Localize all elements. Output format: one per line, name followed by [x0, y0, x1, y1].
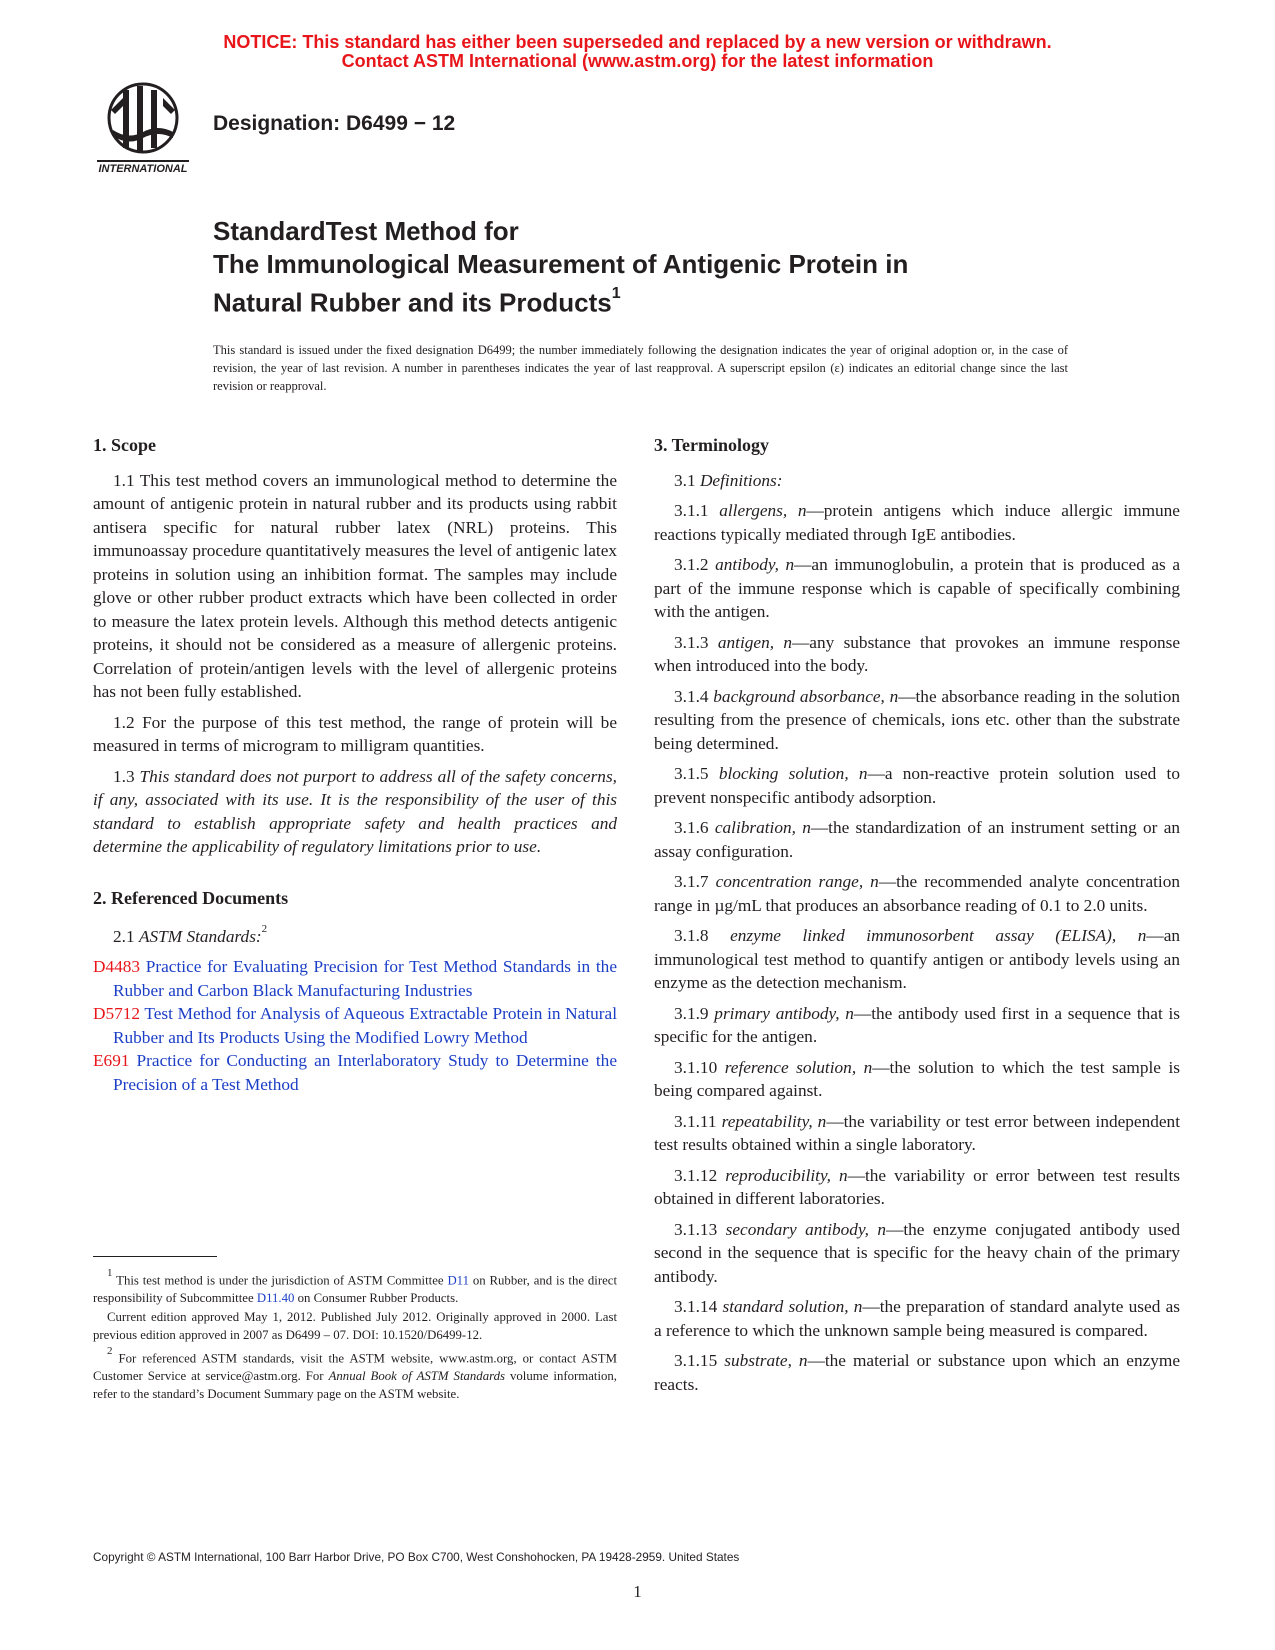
definition-item: 3.1.12 reproducibility, n—the variability or error between test results obtained in different laboratories.: [654, 1165, 1180, 1208]
definition-item: 3.1.1 allergens, n—protein antigens which induce allergic immune reactions typically mediated through IgE antibodies.: [654, 501, 1180, 544]
scope-1-1: 1.1 This test method covers an immunological method to determine the amount of antigenic protein in natural rubber and its products using rabbit antisera specific for natural rubber latex (NRL) proteins. This immunoassay procedure quantitatively measures the level of antigenic latex proteins in solution using an inhibition format. The samples may include glove or other rubber product extracts which have been collected in order to measure the latex protein levels. Although this method detects antigenic proteins, it should not be considered as a measure of allergenic proteins. Correlation of protein/antigen levels with the level of allergenic proteins has not been fully established.: [93, 470, 618, 701]
title-line-2: The Immunological Measurement of Antigenic Protein in: [213, 249, 909, 279]
definition-item: 3.1.13 secondary antibody, n—the enzyme conjugated antibody used second in the sequence that is specific for the heavy chain of the primary antibody.: [654, 1219, 1180, 1286]
notice-line-2: Contact ASTM International (www.astm.org) for the latest information: [341, 51, 934, 71]
definition-item: 3.1.9 primary antibody, n—the antibody used first in a sequence that is specific for the antigen.: [654, 1003, 1180, 1046]
subcommittee-d11-40-link[interactable]: D11.40: [256, 1290, 295, 1305]
reference-d4483[interactable]: D4483 Practice for Evaluating Precision for Test Method Standards in the Rubber and Carbon Black Manufacturing Industries: [93, 957, 617, 1000]
scope-heading: 1. Scope: [93, 435, 156, 455]
scope-1-2: 1.2 For the purpose of this test method, the range of protein will be measured in terms of microgram to milligram quantities.: [93, 712, 617, 755]
footnote-1-edition: Current edition approved May 1, 2012. Published July 2012. Originally approved in 2000. Last previous edition approved in 2007 as D6499 – 07. DOI: 10.1520/D6499-12.: [93, 1310, 617, 1342]
referenced-documents-heading: 2. Referenced Documents: [93, 887, 289, 908]
document-title: [213, 215, 1113, 320]
copyright: Copyright © ASTM International, 100 Barr Harbor Drive, PO Box C700, West Conshohocken, PA 19428-2959. United States: [93, 1550, 740, 1564]
notice-line-1: NOTICE: This standard has either been superseded and replaced by a new version or withdrawn.: [223, 32, 1052, 52]
definition-item: 3.1.10 reference solution, n—the solution to which the test sample is being compared against.: [654, 1057, 1180, 1100]
footnotes: [93, 1268, 617, 1405]
logo-text: INTERNATIONAL: [98, 163, 188, 175]
footnote-2: $^2$ For referenced ASTM standards, visit the ASTM website, www.astm.org, or contact ASTM Customer Service at service@astm.org. For Annual Book of ASTM Standards volume information, refer to the standard’s Document Summary page on the ASTM website.: [93, 1345, 618, 1401]
definition-item: 3.1.11 repeatability, n—the variability or test error between independent test results obtained within a single laboratory.: [654, 1111, 1180, 1154]
definition-item: 3.1.15 substrate, n—the material or substance upon which an enzyme reacts.: [654, 1351, 1181, 1394]
definition-item: 3.1.14 standard solution, n—the preparation of standard analyte used as a reference to which the unknown sample being measured is compared.: [654, 1297, 1180, 1340]
astm-logo: [93, 80, 193, 176]
designation: Designation: D6499 − 12: [213, 112, 456, 135]
issue-note: This standard is issued under the fixed designation D6499; the number immediately following the designation indicates the year of original adoption or, in the case of revision, the year of last revision. A number in parentheses indicates the year of last reapproval. A superscript epsilon (ε) indicates an editorial change since the last revision or reapproval.: [213, 343, 1068, 393]
scope-1-3: 1.3 This standard does not purport to address all of the safety concerns, if any, associated with its use. It is the responsibility of the user of this standard to establish appropriate safety and health practices and determine the applicability of regulatory limitations prior to use.: [93, 766, 617, 856]
right-column: [654, 434, 1180, 1403]
title-line-1: StandardTest Method for: [213, 216, 519, 246]
terminology-heading: 3. Terminology: [654, 435, 770, 455]
definition-item: 3.1.8 enzyme linked immunosorbent assay (ELISA), n—an immunological test method to quantify antigen or antibody levels using an enzyme as the detection mechanism.: [654, 926, 1180, 992]
title-line-3: Natural Rubber and its Products$^1$: [213, 285, 621, 318]
reference-e691[interactable]: E691 Practice for Conducting an Interlaboratory Study to Determine the Precision of a Test Method: [93, 1051, 617, 1094]
title-footnote-mark: 1: [611, 285, 621, 302]
definition-item: 3.1.5 blocking solution, n—a non-reactive protein solution used to prevent nonspecific antibody adsorption.: [654, 764, 1180, 807]
astm-standards-label: 2.1 ASTM Standards:$^2$: [113, 923, 268, 946]
footnote-divider: [93, 1256, 217, 1257]
definitions-label: 3.1 Definitions:: [674, 470, 783, 490]
reference-d5712[interactable]: D5712 Test Method for Analysis of Aqueous Extractable Protein in Natural Rubber and Its Products Using the Modified Lowry Method: [93, 1004, 617, 1047]
definition-item: 3.1.6 calibration, n—the standardization of an instrument setting or an assay configuration.: [654, 818, 1181, 861]
left-column: [93, 434, 617, 1096]
definition-item: 3.1.4 background absorbance, n—the absorbance reading in the solution resulting from the presence of chemicals, ions etc. other than the substrate being determined.: [654, 686, 1180, 753]
definition-item: 3.1.7 concentration range, n—the recommended analyte concentration range in µg/mL that produces an absorbance reading of 0.1 to 2.0 units.: [654, 872, 1180, 915]
definition-item: 3.1.3 antigen, n—any substance that provokes an immune response when introduced into the body.: [654, 632, 1181, 675]
page-number: 1: [633, 1582, 642, 1601]
definition-item: 3.1.2 antibody, n—an immunoglobulin, a protein that is produced as a part of the immune response which is capable of specifically combining with the antigen.: [654, 555, 1180, 621]
footnote-1: $^1$ This test method is under the jurisdiction of ASTM Committee D11 on Rubber, and is the direct responsibility of Subcommittee D11.40 on Consumer Rubber Products.: [93, 1267, 618, 1305]
notice-banner: [0, 33, 1275, 71]
committee-d11-link[interactable]: D11: [447, 1273, 470, 1288]
